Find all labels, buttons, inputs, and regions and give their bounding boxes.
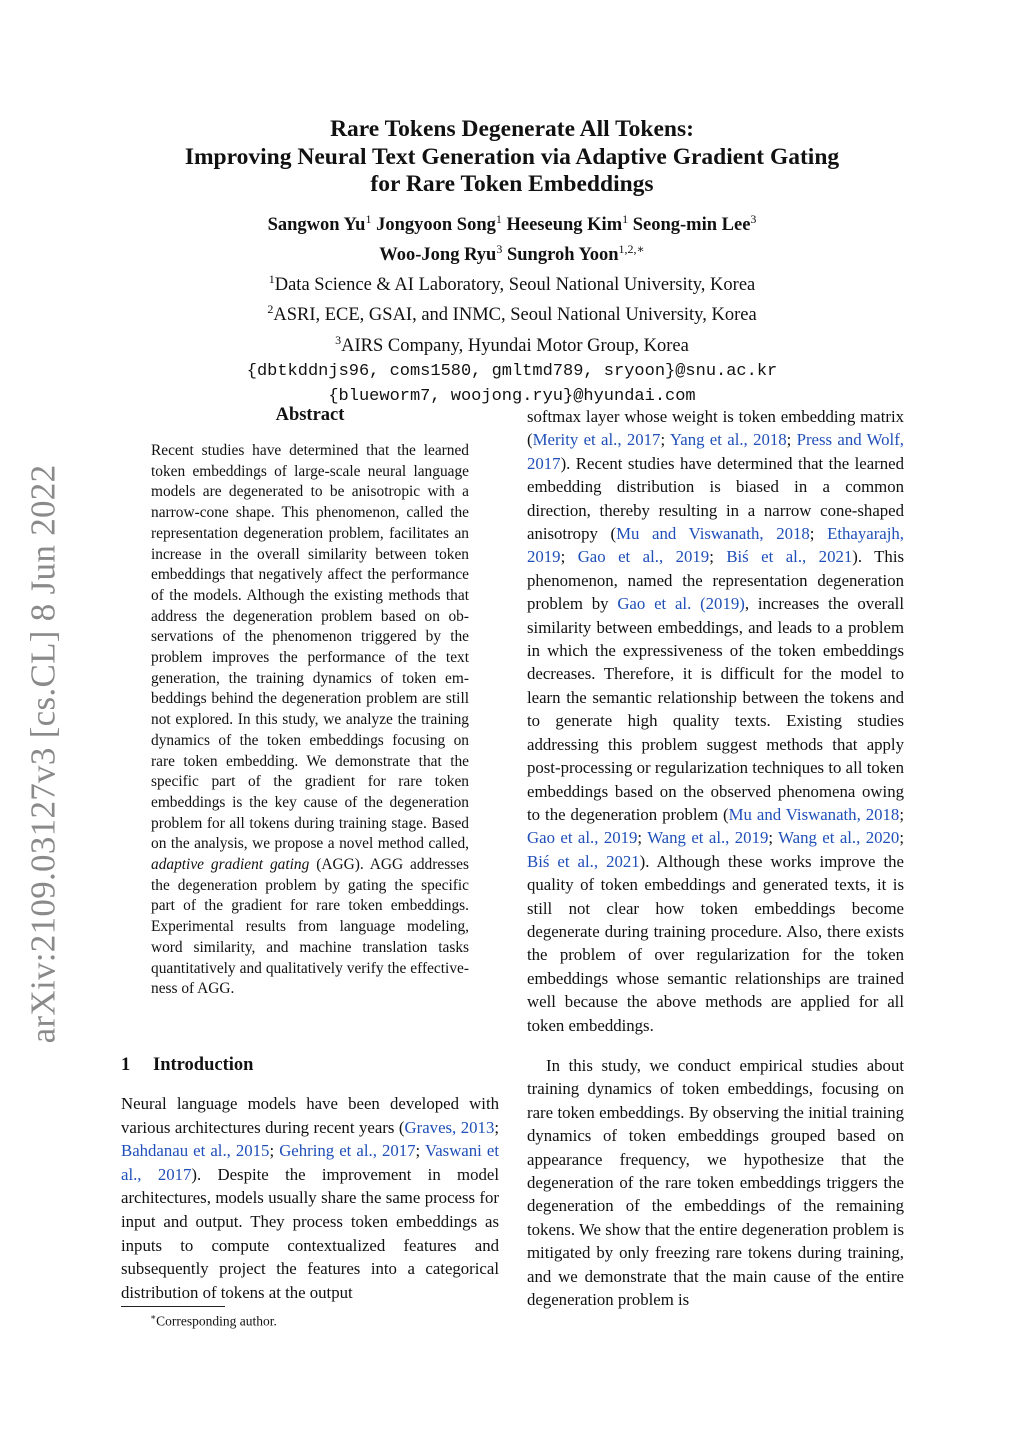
affiliation-1: $^1$Data Science & AI Laboratory, Seoul National University, Korea bbox=[268, 271, 756, 295]
footnote-text: Corresponding author. bbox=[156, 1313, 277, 1329]
affiliation-2: $^2$ASRI, ECE, GSAI, and INMC, Seoul National University, Korea bbox=[267, 302, 757, 326]
paper-title-line-3: for Rare Token Embeddings bbox=[370, 171, 654, 197]
citation-link[interactable]: Gao et al., 2019 bbox=[577, 547, 710, 567]
intro-paragraph: Neural language models have been developed with various architectures during recent years (Graves, 2013; Bahdanau et al., 2015; Gehring et al., 2017; Vaswani et al., 2017). Despite the improvement in model architectures, models usually share the same process for input and output. They process token embeddings as inputs to compute contextualized features and subsequently project the features into a categorical distribution of tokens at the output bbox=[121, 1094, 500, 1302]
citation-link[interactable]: Graves, 2013 bbox=[404, 1117, 495, 1137]
citation-link[interactable]: Gehring et al., 2017 bbox=[279, 1141, 416, 1161]
citation-link[interactable]: Merity et al., 2017 bbox=[532, 430, 661, 450]
footnote bbox=[150, 1312, 277, 1330]
arxiv-identifier: arXiv:2109.03127v3 [cs.CL] 8 Jun 2022 bbox=[23, 464, 63, 1044]
abstract-text: Recent studies have determined that the learned token embeddings of large-scale neural language models are degenerated to be anisotropic with a narrow-cone shape. This phenomenon, called the representation degeneration problem, facilitates an increase in the overall similarity between token embeddings that negatively affect the performance of the models. Although the existing methods that address the degeneration problem based on observations of the phenomenon triggered by the problem improves the performance of the text generation, the training dynamics of token embeddings behind the degeneration problem are still not explored. In this study, we analyze the training dynamics of the token embeddings focusing on rare token embedding. We demonstrate that the specific part of the gradient for rare token embeddings is the key cause of the degeneration problem for all tokens during training stage. Based on the analysis, we propose a novel method called, adaptive gradient gating (AGG). AGG addresses the degeneration problem by gating the specific part of the gradient for rare token embeddings. Experimental results from language modeling, word similarity, and machine translation tasks quantitatively and qualitatively verify the effectiveness of AGG. bbox=[151, 442, 469, 998]
author-affiliation-mark: 3 bbox=[750, 211, 757, 226]
author-name: Jongyoon Song bbox=[376, 214, 496, 235]
body-paragraph: In this study, we conduct empirical studies about training dynamics of token embeddings, focusing on rare token embeddings. By observing the initial training dynamics of token embeddings grouped based on appearance frequency, we hypothesize that the degeneration of the rare token embeddings triggers the degeneration of the embeddings of the remaining tokens. We show that the entire degeneration problem is mitigated by only freezing rare tokens during training, and we demonstrate that the main cause of the entire degeneration problem is bbox=[527, 1055, 904, 1310]
section-title: Introduction bbox=[153, 1055, 254, 1075]
paper-header bbox=[112, 116, 912, 409]
section-heading-introduction bbox=[121, 1055, 253, 1076]
email-line-1: {dbtkddnjs96, coms1580, gmltmd789, sryoon}@snu.ac.kr bbox=[246, 361, 778, 381]
citation-link[interactable]: Biś et al., 2021 bbox=[527, 851, 640, 871]
abstract-heading: Abstract bbox=[275, 405, 345, 425]
citation-link[interactable]: Gao et al. (2019) bbox=[617, 594, 745, 614]
citation-link[interactable]: Wang et al., 2020 bbox=[778, 828, 900, 848]
footnote-rule bbox=[121, 1306, 225, 1307]
citation-link[interactable]: Vaswani et al., 2017 bbox=[121, 1141, 499, 1184]
author-affiliation-mark: 1 bbox=[365, 211, 372, 226]
paper-title-line-2: Improving Neural Text Generation via Adaptive Gradient Gating bbox=[184, 143, 840, 170]
author-name: Heeseung Kim bbox=[506, 214, 623, 235]
footnote-mark: ∗ bbox=[150, 1312, 157, 1322]
citation-link[interactable]: Bahdanau et al., 2015 bbox=[121, 1141, 270, 1161]
citation-link[interactable]: Biś et al., 2021 bbox=[726, 547, 853, 567]
method-name: adaptive gradient gating bbox=[151, 856, 310, 874]
author-affiliation-mark: 1 bbox=[495, 211, 502, 226]
citation-link[interactable]: Wang et al., 2019 bbox=[647, 828, 769, 848]
author-list bbox=[112, 207, 912, 267]
right-column bbox=[527, 405, 904, 1311]
author-affiliation-mark: 3 bbox=[496, 241, 503, 256]
body-paragraph: softmax layer whose weight is token embedding matrix (Merity et al., 2017; Yang et al., 2018; Press and Wolf, 2017). Recent studies have determined that the learned embedding distribution is biased in a common direction, thereby resulting in a narrow cone-shaped anisotropy (Mu and Viswanath, 2018; Ethayarajh, 2019; Gao et al., 2019; Biś et al., 2021). This phenomenon, named the representation degeneration problem by Gao et al. (2019), increases the overall similarity between embeddings, and leads to a problem in which the expressiveness of the token embeddings decreases. Therefore, it is difficult for the model to learn the semantic relationship between the tokens and to generate high quality texts. Existing studies addressing this problem suggest methods that apply post-processing or regularization techniques to all token embeddings based on the observed phenomena owing to the degeneration problem (Mu and Viswanath, 2018; Gao et al., 2019; Wang et al., 2019; Wang et al., 2020; Biś et al., 2021). Although these works improve the quality of token embeddings and generated texts, it is still not clear how token embeddings become degenerate during training procedure. Also, there exists the problem of over regularization for the token embeddings whose semantic relationships are trained well because the above methods are applied for all token embeddings. bbox=[527, 407, 905, 1035]
email-line-2: {blueworm7, woojong.ryu}@hyundai.com bbox=[328, 386, 696, 406]
section-number: 1 bbox=[121, 1055, 131, 1075]
author-name: Woo-Jong Ryu bbox=[379, 244, 497, 265]
citation-link[interactable]: Yang et al., 2018 bbox=[669, 430, 787, 450]
citation-link[interactable]: Press and Wolf, 2017 bbox=[527, 430, 904, 473]
citation-link[interactable]: Mu and Viswanath, 2018 bbox=[728, 804, 900, 824]
author-name: Sungroh Yoon bbox=[506, 244, 619, 265]
citation-link[interactable]: Gao et al., 2019 bbox=[527, 828, 638, 848]
citation-link[interactable]: Ethayarajh, 2019 bbox=[527, 524, 904, 567]
author-name: Seong-min Lee bbox=[632, 214, 751, 235]
author-affiliation-mark: 1 bbox=[622, 211, 629, 226]
affiliation-3: $^3$AIRS Company, Hyundai Motor Group, Korea bbox=[335, 333, 689, 357]
author-name: Sangwon Yu bbox=[267, 214, 366, 235]
author-affiliation-mark: 1,2,∗ bbox=[618, 241, 645, 256]
arxiv-side-stamp bbox=[18, 464, 68, 1044]
citation-link[interactable]: Mu and Viswanath, 2018 bbox=[616, 524, 810, 544]
paper-title-line-1: Rare Tokens Degenerate All Tokens: bbox=[330, 116, 694, 142]
